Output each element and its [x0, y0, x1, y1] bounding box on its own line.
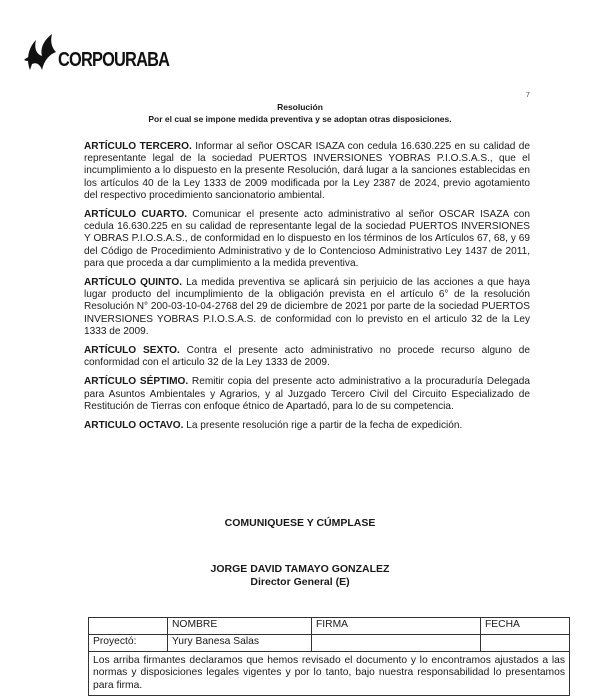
article-heading: ARTÍCULO TERCERO.: [84, 141, 192, 152]
article-body: Remitir copia del presente acto administrativo a la procuraduría Delegada para Asuntos Ambientales y Agrarios, y al Juzgado Tercero Civil del Circuito Especializado de Restitución de Tierras con enfoque étnico de Apartadó, para lo de su competencia.: [84, 376, 530, 412]
logo-text: CORPOURABA: [58, 48, 170, 71]
header-cell-nombre: NOMBRE: [168, 618, 312, 635]
header-cell-firma: FIRMA: [312, 618, 481, 635]
article-septimo: [84, 376, 530, 413]
closing-statement: COMUNIQUESE Y CÚMPLASE: [224, 517, 376, 529]
article-tercero: [84, 141, 530, 202]
article-body: Contra el presente acto administrativo no procede recurso alguno de conformidad con el articulo 32 de la Ley 1333 de 2009.: [84, 345, 530, 369]
article-cuarto: [84, 209, 530, 270]
article-sexto: [84, 345, 530, 369]
page-number: 7: [526, 92, 530, 99]
row-fecha: [481, 635, 570, 652]
signer-name: JORGE DAVID TAMAYO GONZALEZ: [210, 563, 390, 575]
document-subtitle: Por el cual se impone medida preventiva y se adoptan otras disposiciones.: [148, 114, 452, 124]
article-body: La medida preventiva se aplicará sin perjuicio de las acciones a que haya lugar producto del incumplimiento de la obligación prevista en el artículo 6° de la resolución Resolución N° 200-03-10-04-2768 del 29 de diciembre de 2021 por parte de la sociedad PUERTOS INVERSIONES YOBRAS P.I.O.S.A.S. de conformidad con lo previsto en el articulo 32 de la Ley 1333 de 2009.: [84, 277, 530, 337]
document-title: Resolución: [277, 102, 323, 112]
review-note: Los arriba firmantes declaramos que hemos revisado el documento y lo encontramos ajustados a las normas y disposiciones legales vigentes y por lo tanto, bajo nuestra responsabilidad lo presentamos para firma.: [89, 652, 570, 696]
article-heading: ARTÍCULO CUARTO.: [84, 209, 188, 221]
header-cell-fecha: FECHA: [481, 618, 570, 635]
article-body: Informar al señor OSCAR ISAZA con cedula 16.630.225 en su calidad de representante legal de la sociedad PUERTOS INVERSIONES YOBRAS P.I.O.S.A.S., que el incumplimiento a lo dispuesto en la presente Resolución, dará lugar a la sanciones establecidas en los artículos 40 de la Ley 1333 de 2009 modificada por la Ley 2387 de 2024, previo agotamiento del respectivo procedimiento sancionatorio ambiental.: [84, 141, 530, 201]
review-note-row: [89, 652, 570, 696]
article-heading: ARTÍCULO SEXTO.: [84, 345, 180, 357]
article-heading: ARTÍCULO QUINTO.: [84, 277, 183, 289]
corpouraba-logo: [22, 30, 194, 76]
review-row-proyecto: [89, 635, 570, 652]
signer-role: Director General (E): [250, 576, 350, 588]
header-cell-empty: [89, 618, 168, 635]
article-body: La presente resolución rige a partir de la fecha de expedición.: [183, 420, 463, 432]
review-table: [88, 617, 570, 696]
row-name: Yury Banesa Salas: [168, 635, 312, 652]
leaf-logo-icon: [22, 30, 62, 76]
review-header-row: [89, 618, 570, 635]
article-heading: ARTÍCULO SÉPTIMO.: [84, 376, 189, 388]
article-octavo: [84, 420, 530, 432]
article-quinto: [84, 277, 530, 338]
articles-section: [84, 141, 530, 439]
row-firma: [312, 635, 481, 652]
article-heading: ARTICULO OCTAVO.: [84, 420, 184, 432]
article-body: Comunicar el presente acto administrativo al señor OSCAR ISAZA con cedula 16.630.225 en su calidad de representante legal de la sociedad PUERTOS INVERSIONES Y OBRAS P.I.O.S.A.S., de conformidad en lo dispuesto en los términos de los Artículos 67, 68, y 69 del Código de Procedimiento Administrativo y de lo Contencioso Administrativo Ley 1437 de 2011, para que proceda a dar cumplimiento a la medida preventiva.: [84, 209, 531, 269]
row-label: Proyectó:: [89, 635, 168, 652]
